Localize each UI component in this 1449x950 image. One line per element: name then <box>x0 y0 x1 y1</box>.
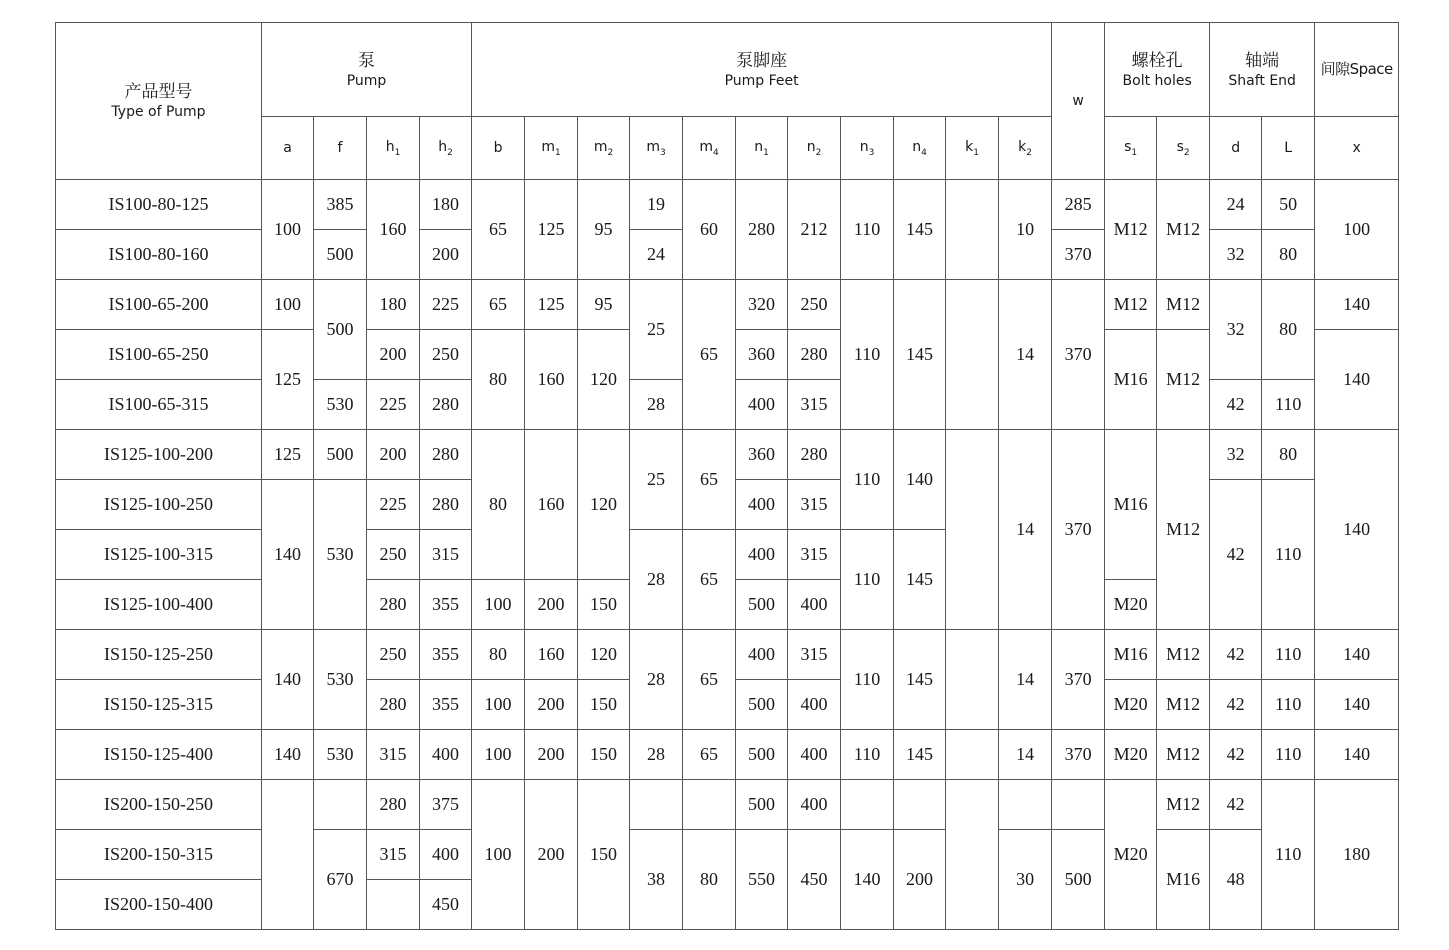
cell-s2: M12 <box>1157 280 1210 330</box>
cell-m4 <box>683 780 736 830</box>
cell-k2 <box>999 780 1052 830</box>
cell-n3: 110 <box>841 630 894 730</box>
col-m1-letter: m <box>541 138 555 155</box>
col-m3-index: 3 <box>659 147 666 158</box>
model-cell: IS200-150-250 <box>56 780 262 830</box>
cell-h1: 200 <box>367 330 420 380</box>
cell-w: 500 <box>1052 830 1105 930</box>
table-row <box>56 830 1399 880</box>
cell-k1 <box>946 730 999 780</box>
cell-L: 110 <box>1262 630 1315 680</box>
cell-h2: 400 <box>420 730 472 780</box>
cell-n1: 320 <box>736 280 788 330</box>
cell-b: 80 <box>472 430 525 580</box>
cell-n3 <box>841 780 894 830</box>
cell-m1: 160 <box>525 330 578 430</box>
cell-n2: 280 <box>788 330 841 380</box>
col-n1-index: 1 <box>763 147 769 158</box>
cell-m2: 120 <box>578 430 630 580</box>
cell-m4: 80 <box>683 830 736 930</box>
cell-m2: 150 <box>578 730 630 780</box>
table-row <box>56 630 1399 680</box>
cell-m4: 65 <box>683 530 736 630</box>
model-cell: IS150-125-400 <box>56 730 262 780</box>
cell-s2: M12 <box>1157 180 1210 280</box>
cell-n4: 140 <box>894 430 946 530</box>
col-k2-letter: k <box>1018 138 1027 155</box>
model-cell: IS100-65-200 <box>56 280 262 330</box>
cell-s1: M20 <box>1105 730 1157 780</box>
cell-n4: 200 <box>894 830 946 930</box>
col-m1 <box>525 117 578 180</box>
cell-n2: 212 <box>788 180 841 280</box>
cell-n1: 400 <box>736 480 788 530</box>
col-n1 <box>736 117 788 180</box>
cell-f: 530 <box>314 730 367 780</box>
cell-s2: M12 <box>1157 680 1210 730</box>
cell-f: 500 <box>314 430 367 480</box>
cell-m1: 125 <box>525 280 578 330</box>
cell-k1 <box>946 180 999 280</box>
model-cell: IS125-100-200 <box>56 430 262 480</box>
col-d: d <box>1210 117 1262 180</box>
cell-b: 100 <box>472 580 525 630</box>
cell-n2: 315 <box>788 380 841 430</box>
col-n3-letter: n <box>859 138 869 155</box>
col-s2-index: 2 <box>1183 147 1190 158</box>
col-m2-letter: m <box>593 138 608 155</box>
col-x: x <box>1315 117 1399 180</box>
cell-k2: 14 <box>999 630 1052 730</box>
cell-h1: 280 <box>367 680 420 730</box>
cell-a: 100 <box>262 180 314 280</box>
cell-h1: 250 <box>367 530 420 580</box>
cell-f: 385 <box>314 180 367 230</box>
cell-m3: 25 <box>630 430 683 530</box>
pump-feet-header <box>472 23 1052 117</box>
cell-n3: 110 <box>841 280 894 430</box>
pump-header <box>262 23 472 117</box>
col-h2 <box>420 117 472 180</box>
cell-d: 32 <box>1210 280 1262 380</box>
cell-n4: 145 <box>894 280 946 430</box>
cell-h1: 160 <box>367 180 420 280</box>
space-header-label: 间隙Space <box>1320 60 1393 78</box>
cell-x: 140 <box>1315 330 1399 430</box>
col-s1-letter: s <box>1124 138 1132 155</box>
col-m4-letter: m <box>699 138 713 155</box>
cell-k1 <box>946 430 999 630</box>
cell-h1: 250 <box>367 630 420 680</box>
cell-n4: 145 <box>894 180 946 280</box>
cell-x: 140 <box>1315 280 1399 330</box>
cell-n2: 450 <box>788 830 841 930</box>
col-k1-letter: k <box>965 138 974 155</box>
shaft-end-header-cn: 轴端 <box>1245 50 1280 71</box>
cell-h2: 200 <box>420 230 472 280</box>
cell-s1: M16 <box>1105 630 1157 680</box>
cell-n1: 500 <box>736 580 788 630</box>
col-h1 <box>367 117 420 180</box>
cell-n1: 500 <box>736 780 788 830</box>
cell-d: 42 <box>1210 780 1262 830</box>
cell-n1: 500 <box>736 730 788 780</box>
cell-d: 42 <box>1210 380 1262 430</box>
cell-s2: M12 <box>1157 780 1210 830</box>
cell-n2: 315 <box>788 530 841 580</box>
cell-n4: 145 <box>894 530 946 630</box>
cell-h1: 225 <box>367 480 420 530</box>
cell-n3: 110 <box>841 530 894 630</box>
cell-f <box>314 780 367 830</box>
cell-h1: 315 <box>367 830 420 880</box>
model-header-cn: 产品型号 <box>124 82 193 102</box>
col-n2-index: 2 <box>815 147 822 158</box>
col-s1-index: 1 <box>1131 147 1138 158</box>
pump-header-en: Pump <box>346 72 387 89</box>
cell-d: 48 <box>1210 830 1262 930</box>
table-row <box>56 780 1399 830</box>
model-cell: IS200-150-400 <box>56 880 262 930</box>
cell-f: 530 <box>314 380 367 430</box>
cell-x: 100 <box>1315 180 1399 280</box>
w-header: w <box>1052 23 1105 180</box>
col-m3 <box>630 117 683 180</box>
cell-m4: 60 <box>683 180 736 280</box>
cell-k1 <box>946 630 999 730</box>
cell-n4: 145 <box>894 730 946 780</box>
cell-n1: 400 <box>736 630 788 680</box>
col-m2-index: 2 <box>607 147 614 158</box>
cell-d: 42 <box>1210 480 1262 630</box>
cell-s1: M16 <box>1105 430 1157 580</box>
model-cell: IS100-80-160 <box>56 230 262 280</box>
model-cell: IS100-80-125 <box>56 180 262 230</box>
col-m2 <box>578 117 630 180</box>
cell-m3: 28 <box>630 630 683 730</box>
model-cell: IS200-150-315 <box>56 830 262 880</box>
cell-w: 285 <box>1052 180 1105 230</box>
col-k1 <box>946 117 999 180</box>
col-m3-letter: m <box>646 138 660 155</box>
model-cell: IS125-100-250 <box>56 480 262 530</box>
cell-m3: 19 <box>630 180 683 230</box>
cell-h2: 280 <box>420 480 472 530</box>
cell-h1: 280 <box>367 580 420 630</box>
cell-h2: 280 <box>420 380 472 430</box>
table-row <box>56 280 1399 330</box>
cell-d: 42 <box>1210 630 1262 680</box>
cell-n1: 500 <box>736 680 788 730</box>
cell-L: 80 <box>1262 280 1315 380</box>
col-f: f <box>314 117 367 180</box>
cell-a: 125 <box>262 330 314 430</box>
cell-s1: M20 <box>1105 780 1157 930</box>
cell-m2: 120 <box>578 630 630 680</box>
col-m4 <box>683 117 736 180</box>
cell-x: 140 <box>1315 430 1399 630</box>
cell-n4 <box>894 780 946 830</box>
cell-h2: 375 <box>420 780 472 830</box>
col-s1 <box>1105 117 1157 180</box>
cell-w: 370 <box>1052 430 1105 630</box>
cell-k1 <box>946 780 999 930</box>
cell-h2: 315 <box>420 530 472 580</box>
cell-d: 32 <box>1210 230 1262 280</box>
cell-s1: M12 <box>1105 280 1157 330</box>
cell-w <box>1052 780 1105 830</box>
cell-d: 42 <box>1210 730 1262 780</box>
cell-m2: 150 <box>578 780 630 930</box>
cell-m2: 95 <box>578 180 630 280</box>
cell-w: 370 <box>1052 230 1105 280</box>
col-m4-index: 4 <box>712 147 719 158</box>
cell-a: 100 <box>262 280 314 330</box>
cell-n3: 110 <box>841 730 894 780</box>
model-cell: IS150-125-250 <box>56 630 262 680</box>
cell-n2: 400 <box>788 780 841 830</box>
cell-w: 370 <box>1052 630 1105 730</box>
col-h1-letter: h <box>385 138 395 155</box>
bolt-holes-header-cn: 螺栓孔 <box>1131 50 1183 71</box>
cell-m3: 25 <box>630 280 683 380</box>
cell-n4: 145 <box>894 630 946 730</box>
cell-n2: 250 <box>788 280 841 330</box>
pump-dimension-table <box>55 22 1399 930</box>
cell-h2: 180 <box>420 180 472 230</box>
col-s2 <box>1157 117 1210 180</box>
cell-L: 110 <box>1262 780 1315 930</box>
col-b: b <box>472 117 525 180</box>
cell-b: 65 <box>472 180 525 280</box>
cell-h1: 280 <box>367 780 420 830</box>
col-h1-index: 1 <box>394 147 401 158</box>
cell-m1: 200 <box>525 680 578 730</box>
cell-k2: 10 <box>999 180 1052 280</box>
model-cell: IS150-125-315 <box>56 680 262 730</box>
cell-m2: 150 <box>578 680 630 730</box>
cell-n1: 400 <box>736 530 788 580</box>
col-n3-index: 3 <box>868 147 875 158</box>
cell-n3: 110 <box>841 430 894 530</box>
model-header <box>56 23 262 180</box>
cell-h1: 315 <box>367 730 420 780</box>
table-row <box>56 730 1399 780</box>
cell-f: 500 <box>314 230 367 280</box>
col-n2-letter: n <box>806 138 816 155</box>
cell-h2: 450 <box>420 880 472 930</box>
cell-w: 370 <box>1052 730 1105 780</box>
cell-k2: 30 <box>999 830 1052 930</box>
cell-m3: 28 <box>630 380 683 430</box>
cell-L: 110 <box>1262 480 1315 630</box>
col-L: L <box>1262 117 1315 180</box>
cell-h2: 225 <box>420 280 472 330</box>
col-s2-letter: s <box>1176 138 1184 155</box>
col-h2-index: 2 <box>447 147 453 158</box>
cell-L: 110 <box>1262 380 1315 430</box>
cell-n2: 280 <box>788 430 841 480</box>
pump-feet-header-en: Pump Feet <box>724 72 799 89</box>
cell-s1: M20 <box>1105 680 1157 730</box>
cell-a: 140 <box>262 480 314 630</box>
cell-x: 140 <box>1315 730 1399 780</box>
cell-b: 80 <box>472 630 525 680</box>
cell-h2: 280 <box>420 430 472 480</box>
cell-h2: 250 <box>420 330 472 380</box>
cell-n2: 315 <box>788 630 841 680</box>
cell-s1: M20 <box>1105 580 1157 630</box>
cell-s2: M12 <box>1157 330 1210 430</box>
cell-n1: 360 <box>736 330 788 380</box>
cell-a <box>262 780 314 930</box>
cell-k2: 14 <box>999 280 1052 430</box>
cell-m1: 200 <box>525 580 578 630</box>
cell-s1: M12 <box>1105 180 1157 280</box>
cell-k1 <box>946 280 999 430</box>
col-k1-index: 1 <box>973 147 979 158</box>
cell-L: 50 <box>1262 180 1315 230</box>
cell-n3: 140 <box>841 830 894 930</box>
table-row <box>56 180 1399 230</box>
model-cell: IS125-100-400 <box>56 580 262 630</box>
col-k2-index: 2 <box>1026 147 1032 158</box>
col-n4-index: 4 <box>921 147 927 158</box>
model-cell: IS100-65-250 <box>56 330 262 380</box>
cell-n1: 400 <box>736 380 788 430</box>
cell-n1: 550 <box>736 830 788 930</box>
cell-h2: 400 <box>420 830 472 880</box>
cell-s2: M12 <box>1157 430 1210 630</box>
cell-f: 500 <box>314 280 367 380</box>
cell-s2: M12 <box>1157 630 1210 680</box>
cell-h2: 355 <box>420 630 472 680</box>
col-n2 <box>788 117 841 180</box>
cell-x: 180 <box>1315 780 1399 930</box>
pump-header-cn: 泵 <box>358 50 376 71</box>
cell-m3: 28 <box>630 530 683 630</box>
cell-n2: 400 <box>788 730 841 780</box>
cell-n2: 400 <box>788 580 841 630</box>
space-header <box>1315 23 1399 117</box>
shaft-end-header <box>1210 23 1315 117</box>
model-cell: IS100-65-315 <box>56 380 262 430</box>
cell-m1: 200 <box>525 780 578 930</box>
cell-h1: 180 <box>367 280 420 330</box>
table-row <box>56 430 1399 480</box>
col-m1-index: 1 <box>554 147 561 158</box>
col-n4 <box>894 117 946 180</box>
col-a: a <box>262 117 314 180</box>
col-h2-letter: h <box>438 138 448 155</box>
cell-m4: 65 <box>683 730 736 780</box>
cell-m2: 150 <box>578 580 630 630</box>
cell-m3: 38 <box>630 830 683 930</box>
col-n3 <box>841 117 894 180</box>
cell-b: 80 <box>472 330 525 430</box>
cell-x: 140 <box>1315 630 1399 680</box>
col-n4-letter: n <box>912 138 922 155</box>
cell-a: 140 <box>262 730 314 780</box>
bolt-holes-header-en: Bolt holes <box>1122 72 1192 89</box>
cell-f: 530 <box>314 630 367 730</box>
cell-n3: 110 <box>841 180 894 280</box>
cell-b: 65 <box>472 280 525 330</box>
cell-d: 32 <box>1210 430 1262 480</box>
cell-s2: M12 <box>1157 730 1210 780</box>
cell-m1: 160 <box>525 430 578 580</box>
cell-f: 670 <box>314 830 367 930</box>
cell-b: 100 <box>472 680 525 730</box>
col-n1-letter: n <box>754 138 764 155</box>
cell-a: 125 <box>262 430 314 480</box>
shaft-end-header-en: Shaft End <box>1228 72 1296 89</box>
cell-m3: 28 <box>630 730 683 780</box>
cell-m1: 125 <box>525 180 578 280</box>
cell-h1 <box>367 880 420 930</box>
cell-m3 <box>630 780 683 830</box>
cell-h1: 200 <box>367 430 420 480</box>
cell-L: 110 <box>1262 680 1315 730</box>
cell-m2: 120 <box>578 330 630 430</box>
cell-w: 370 <box>1052 280 1105 430</box>
model-header-en: Type of Pump <box>111 104 206 120</box>
cell-d: 42 <box>1210 680 1262 730</box>
cell-L: 110 <box>1262 730 1315 780</box>
cell-n2: 315 <box>788 480 841 530</box>
cell-b: 100 <box>472 780 525 930</box>
cell-s1: M16 <box>1105 330 1157 430</box>
bolt-holes-header <box>1105 23 1210 117</box>
cell-f: 530 <box>314 480 367 630</box>
cell-n1: 280 <box>736 180 788 280</box>
cell-m1: 200 <box>525 730 578 780</box>
cell-m4: 65 <box>683 430 736 530</box>
model-cell: IS125-100-315 <box>56 530 262 580</box>
cell-h2: 355 <box>420 580 472 630</box>
cell-k2: 14 <box>999 730 1052 780</box>
cell-h2: 355 <box>420 680 472 730</box>
cell-m1: 160 <box>525 630 578 680</box>
cell-h1: 225 <box>367 380 420 430</box>
col-k2 <box>999 117 1052 180</box>
cell-a: 140 <box>262 630 314 730</box>
cell-x: 140 <box>1315 680 1399 730</box>
cell-n1: 360 <box>736 430 788 480</box>
cell-n2: 400 <box>788 680 841 730</box>
cell-m4: 65 <box>683 630 736 730</box>
cell-m2: 95 <box>578 280 630 330</box>
cell-L: 80 <box>1262 430 1315 480</box>
cell-d: 24 <box>1210 180 1262 230</box>
cell-m3: 24 <box>630 230 683 280</box>
cell-k2: 14 <box>999 430 1052 630</box>
cell-s2: M16 <box>1157 830 1210 930</box>
cell-L: 80 <box>1262 230 1315 280</box>
cell-b: 100 <box>472 730 525 780</box>
pump-feet-header-cn: 泵脚座 <box>736 50 788 71</box>
cell-m4: 65 <box>683 280 736 430</box>
